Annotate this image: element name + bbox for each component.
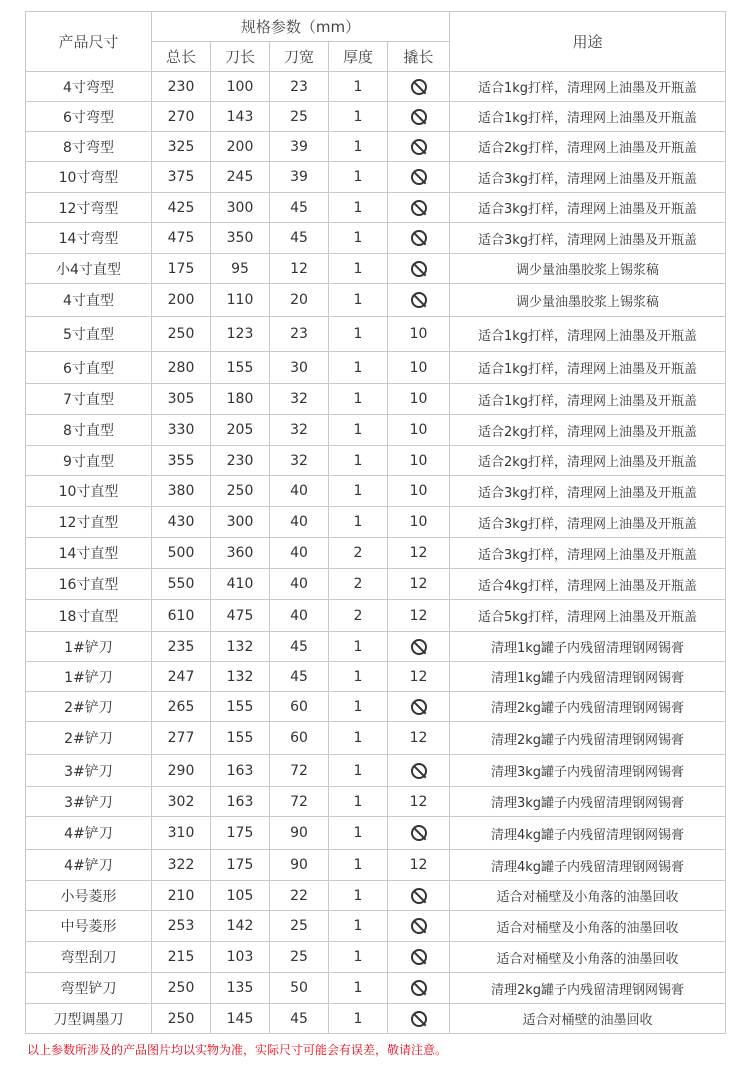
cell-usage: 适合1kg打样，清理网上油墨及开瓶盖 [450,384,726,415]
table-row [26,850,726,881]
cell-blade-width: 32 [270,415,329,446]
cell-blade-length: 360 [211,538,270,569]
cell-size: 2#铲刀 [26,692,152,722]
cell-size: 4#铲刀 [26,817,152,850]
cell-total-length: 475 [152,223,211,254]
cell-pry-length [388,942,450,973]
cell-blade-length: 300 [211,193,270,223]
cell-blade-width: 23 [270,72,329,102]
cell-usage: 清理3kg罐子内残留清理钢网锡膏 [450,755,726,787]
header-pry-length: 撬长 [388,42,450,72]
cell-blade-length: 110 [211,284,270,317]
cell-size: 4寸弯型 [26,72,152,102]
cell-size: 12寸直型 [26,507,152,538]
cell-size: 14寸弯型 [26,223,152,254]
cell-thickness: 1 [329,662,388,692]
cell-blade-length: 100 [211,72,270,102]
footnote: 以上参数所涉及的产品图片均以实物为准，实际尺寸可能会有误差，敬请注意。 [27,1043,448,1057]
cell-blade-width: 30 [270,352,329,384]
cell-blade-length: 155 [211,692,270,722]
cell-blade-width: 45 [270,632,329,662]
cell-pry-length [388,692,450,722]
cell-blade-width: 25 [270,911,329,942]
cell-blade-width: 25 [270,942,329,973]
cell-thickness: 1 [329,415,388,446]
cell-pry-length: 12 [388,600,450,632]
cell-thickness: 1 [329,632,388,662]
cell-thickness: 1 [329,317,388,352]
cell-usage: 清理1kg罐子内残留清理钢网锡膏 [450,632,726,662]
cell-total-length: 330 [152,415,211,446]
cell-blade-width: 90 [270,817,329,850]
cell-size: 1#铲刀 [26,632,152,662]
cell-blade-width: 39 [270,162,329,193]
cell-pry-length: 10 [388,317,450,352]
cell-size: 6寸弯型 [26,102,152,132]
cell-pry-length [388,911,450,942]
table-row [26,102,726,132]
cell-blade-width: 45 [270,193,329,223]
cell-total-length: 430 [152,507,211,538]
header-size: 产品尺寸 [26,12,152,72]
cell-blade-length: 175 [211,850,270,881]
cell-blade-length: 155 [211,722,270,755]
spec-table-body [26,72,726,1034]
cell-thickness: 1 [329,722,388,755]
cell-usage: 适合1kg打样，清理网上油墨及开瓶盖 [450,72,726,102]
cell-blade-length: 250 [211,476,270,507]
cell-size: 12寸弯型 [26,193,152,223]
cell-usage: 适合3kg打样，清理网上油墨及开瓶盖 [450,162,726,193]
cell-blade-length: 175 [211,817,270,850]
cell-usage: 适合2kg打样，清理网上油墨及开瓶盖 [450,415,726,446]
cell-thickness: 1 [329,911,388,942]
cell-blade-width: 50 [270,973,329,1004]
cell-usage: 适合4kg打样，清理网上油墨及开瓶盖 [450,569,726,600]
table-row [26,692,726,722]
cell-pry-length [388,72,450,102]
table-row [26,254,726,284]
cell-thickness: 1 [329,162,388,193]
prohibited-circle-icon [411,949,427,965]
cell-thickness: 1 [329,384,388,415]
prohibited-circle-icon [411,980,427,996]
cell-pry-length: 10 [388,352,450,384]
cell-pry-length: 10 [388,446,450,476]
cell-thickness: 1 [329,352,388,384]
cell-thickness: 1 [329,102,388,132]
cell-blade-length: 245 [211,162,270,193]
cell-size: 16寸直型 [26,569,152,600]
cell-thickness: 1 [329,787,388,817]
table-row [26,881,726,911]
prohibited-circle-icon [411,109,427,125]
cell-blade-width: 90 [270,850,329,881]
cell-usage: 适合对桶壁的油墨回收 [450,1004,726,1034]
prohibited-circle-icon [411,261,427,277]
table-row [26,787,726,817]
cell-pry-length: 12 [388,787,450,817]
cell-pry-length [388,755,450,787]
cell-pry-length [388,102,450,132]
cell-blade-length: 410 [211,569,270,600]
cell-blade-length: 475 [211,600,270,632]
cell-blade-length: 142 [211,911,270,942]
cell-pry-length: 10 [388,507,450,538]
cell-blade-length: 103 [211,942,270,973]
cell-pry-length [388,1004,450,1034]
cell-total-length: 250 [152,317,211,352]
cell-blade-width: 72 [270,787,329,817]
header-spec-group: 规格参数（mm） [152,12,450,42]
prohibited-circle-icon [411,699,427,715]
cell-blade-length: 163 [211,755,270,787]
cell-size: 2#铲刀 [26,722,152,755]
cell-thickness: 1 [329,973,388,1004]
header-blade-width: 刀宽 [270,42,329,72]
cell-thickness: 1 [329,507,388,538]
cell-size: 3#铲刀 [26,755,152,787]
cell-blade-width: 23 [270,317,329,352]
table-row [26,284,726,317]
table-row [26,162,726,193]
cell-total-length: 305 [152,384,211,415]
cell-thickness: 1 [329,254,388,284]
cell-thickness: 1 [329,446,388,476]
cell-pry-length [388,132,450,162]
cell-usage: 适合3kg打样，清理网上油墨及开瓶盖 [450,223,726,254]
cell-blade-length: 350 [211,223,270,254]
cell-total-length: 200 [152,284,211,317]
cell-blade-width: 40 [270,476,329,507]
cell-usage: 清理4kg罐子内残留清理钢网锡膏 [450,817,726,850]
cell-size: 14寸直型 [26,538,152,569]
cell-size: 5寸直型 [26,317,152,352]
table-row [26,193,726,223]
cell-usage: 适合3kg打样，清理网上油墨及开瓶盖 [450,476,726,507]
cell-usage: 适合2kg打样，清理网上油墨及开瓶盖 [450,132,726,162]
cell-usage: 适合1kg打样，清理网上油墨及开瓶盖 [450,102,726,132]
table-row [26,632,726,662]
cell-usage: 清理2kg罐子内残留清理钢网锡膏 [450,692,726,722]
cell-blade-length: 135 [211,973,270,1004]
cell-pry-length [388,254,450,284]
cell-total-length: 375 [152,162,211,193]
cell-pry-length: 10 [388,415,450,446]
cell-thickness: 1 [329,476,388,507]
cell-thickness: 1 [329,193,388,223]
cell-usage: 适合对桶壁及小角落的油墨回收 [450,881,726,911]
cell-blade-width: 32 [270,384,329,415]
cell-blade-length: 300 [211,507,270,538]
cell-pry-length: 12 [388,722,450,755]
cell-total-length: 247 [152,662,211,692]
table-row [26,662,726,692]
cell-pry-length: 12 [388,662,450,692]
cell-blade-width: 39 [270,132,329,162]
cell-total-length: 265 [152,692,211,722]
cell-total-length: 250 [152,973,211,1004]
cell-total-length: 302 [152,787,211,817]
header-usage: 用途 [450,12,726,72]
cell-usage: 适合3kg打样，清理网上油墨及开瓶盖 [450,193,726,223]
header-blade-length: 刀长 [211,42,270,72]
cell-size: 9寸直型 [26,446,152,476]
cell-pry-length [388,223,450,254]
table-row [26,132,726,162]
cell-blade-length: 132 [211,632,270,662]
cell-total-length: 250 [152,1004,211,1034]
cell-usage: 适合对桶壁及小角落的油墨回收 [450,942,726,973]
header-total-length: 总长 [152,42,211,72]
cell-blade-length: 123 [211,317,270,352]
table-row [26,223,726,254]
cell-total-length: 290 [152,755,211,787]
table-row [26,600,726,632]
prohibited-circle-icon [411,139,427,155]
cell-total-length: 280 [152,352,211,384]
table-row [26,973,726,1004]
cell-blade-length: 155 [211,352,270,384]
spec-table [25,11,726,1034]
table-row [26,569,726,600]
cell-size: 1#铲刀 [26,662,152,692]
prohibited-circle-icon [411,169,427,185]
cell-total-length: 270 [152,102,211,132]
cell-blade-length: 105 [211,881,270,911]
cell-size: 4寸直型 [26,284,152,317]
cell-size: 中号菱形 [26,911,152,942]
prohibited-circle-icon [411,79,427,95]
cell-total-length: 425 [152,193,211,223]
cell-total-length: 215 [152,942,211,973]
cell-blade-length: 200 [211,132,270,162]
cell-thickness: 1 [329,942,388,973]
cell-blade-length: 230 [211,446,270,476]
table-row [26,72,726,102]
cell-blade-length: 163 [211,787,270,817]
cell-size: 18寸直型 [26,600,152,632]
cell-thickness: 1 [329,72,388,102]
cell-pry-length [388,881,450,911]
cell-thickness: 2 [329,600,388,632]
cell-size: 刀型调墨刀 [26,1004,152,1034]
cell-size: 弯型铲刀 [26,973,152,1004]
cell-thickness: 1 [329,881,388,911]
cell-usage: 清理2kg罐子内残留清理钢网锡膏 [450,722,726,755]
prohibited-circle-icon [411,1011,427,1027]
cell-blade-width: 22 [270,881,329,911]
cell-blade-width: 60 [270,692,329,722]
prohibited-circle-icon [411,763,427,779]
table-row [26,942,726,973]
prohibited-circle-icon [411,200,427,216]
table-row [26,755,726,787]
table-row [26,817,726,850]
cell-blade-length: 132 [211,662,270,692]
cell-total-length: 355 [152,446,211,476]
cell-pry-length: 10 [388,476,450,507]
table-row [26,476,726,507]
cell-total-length: 210 [152,881,211,911]
cell-total-length: 277 [152,722,211,755]
cell-usage: 适合3kg打样，清理网上油墨及开瓶盖 [450,507,726,538]
table-row [26,384,726,415]
cell-blade-width: 20 [270,284,329,317]
cell-size: 8寸弯型 [26,132,152,162]
cell-blade-width: 45 [270,662,329,692]
prohibited-circle-icon [411,230,427,246]
cell-blade-width: 32 [270,446,329,476]
table-row [26,911,726,942]
cell-blade-width: 72 [270,755,329,787]
cell-total-length: 325 [152,132,211,162]
cell-size: 小号菱形 [26,881,152,911]
cell-total-length: 253 [152,911,211,942]
cell-size: 弯型刮刀 [26,942,152,973]
cell-total-length: 550 [152,569,211,600]
cell-blade-length: 205 [211,415,270,446]
cell-thickness: 1 [329,692,388,722]
cell-thickness: 1 [329,817,388,850]
cell-size: 4#铲刀 [26,850,152,881]
cell-usage: 适合1kg打样，清理网上油墨及开瓶盖 [450,317,726,352]
cell-thickness: 1 [329,284,388,317]
table-row [26,415,726,446]
cell-pry-length: 12 [388,569,450,600]
cell-size: 8寸直型 [26,415,152,446]
cell-blade-width: 40 [270,507,329,538]
cell-thickness: 1 [329,1004,388,1034]
cell-pry-length [388,817,450,850]
cell-blade-width: 40 [270,538,329,569]
cell-total-length: 610 [152,600,211,632]
cell-pry-length [388,284,450,317]
cell-thickness: 1 [329,223,388,254]
cell-blade-length: 143 [211,102,270,132]
cell-usage: 调少量油墨胶浆上锡浆稿 [450,254,726,284]
cell-size: 小4寸直型 [26,254,152,284]
cell-usage: 适合3kg打样，清理网上油墨及开瓶盖 [450,538,726,569]
prohibited-circle-icon [411,825,427,841]
cell-size: 6寸直型 [26,352,152,384]
cell-usage: 适合2kg打样，清理网上油墨及开瓶盖 [450,446,726,476]
cell-total-length: 322 [152,850,211,881]
cell-thickness: 2 [329,538,388,569]
cell-pry-length [388,973,450,1004]
cell-total-length: 175 [152,254,211,284]
cell-total-length: 310 [152,817,211,850]
cell-usage: 适合5kg打样，清理网上油墨及开瓶盖 [450,600,726,632]
cell-blade-width: 40 [270,569,329,600]
table-row [26,1004,726,1034]
cell-size: 7寸直型 [26,384,152,415]
cell-usage: 清理2kg罐子内残留清理钢网锡膏 [450,973,726,1004]
table-row [26,538,726,569]
prohibited-circle-icon [411,918,427,934]
cell-usage: 适合对桶壁及小角落的油墨回收 [450,911,726,942]
cell-blade-length: 180 [211,384,270,415]
cell-usage: 清理4kg罐子内残留清理钢网锡膏 [450,850,726,881]
cell-blade-width: 60 [270,722,329,755]
cell-usage: 清理3kg罐子内残留清理钢网锡膏 [450,787,726,817]
cell-total-length: 235 [152,632,211,662]
cell-blade-width: 25 [270,102,329,132]
cell-thickness: 2 [329,569,388,600]
prohibited-circle-icon [411,292,427,308]
table-row [26,722,726,755]
prohibited-circle-icon [411,639,427,655]
cell-thickness: 1 [329,132,388,162]
cell-blade-width: 45 [270,223,329,254]
table-row [26,446,726,476]
cell-total-length: 380 [152,476,211,507]
cell-size: 10寸弯型 [26,162,152,193]
cell-pry-length: 12 [388,538,450,569]
cell-blade-width: 45 [270,1004,329,1034]
cell-thickness: 1 [329,755,388,787]
cell-pry-length: 10 [388,384,450,415]
cell-size: 3#铲刀 [26,787,152,817]
cell-blade-width: 12 [270,254,329,284]
table-row [26,317,726,352]
cell-blade-length: 95 [211,254,270,284]
table-row [26,507,726,538]
cell-blade-length: 145 [211,1004,270,1034]
cell-usage: 清理1kg罐子内残留清理钢网锡膏 [450,662,726,692]
cell-pry-length [388,193,450,223]
cell-blade-width: 40 [270,600,329,632]
cell-usage: 调少量油墨胶浆上锡浆稿 [450,284,726,317]
cell-total-length: 230 [152,72,211,102]
table-row [26,352,726,384]
cell-usage: 适合1kg打样，清理网上油墨及开瓶盖 [450,352,726,384]
cell-pry-length [388,632,450,662]
prohibited-circle-icon [411,888,427,904]
header-thickness: 厚度 [329,42,388,72]
cell-total-length: 500 [152,538,211,569]
cell-size: 10寸直型 [26,476,152,507]
cell-thickness: 1 [329,850,388,881]
cell-pry-length [388,162,450,193]
cell-pry-length: 12 [388,850,450,881]
